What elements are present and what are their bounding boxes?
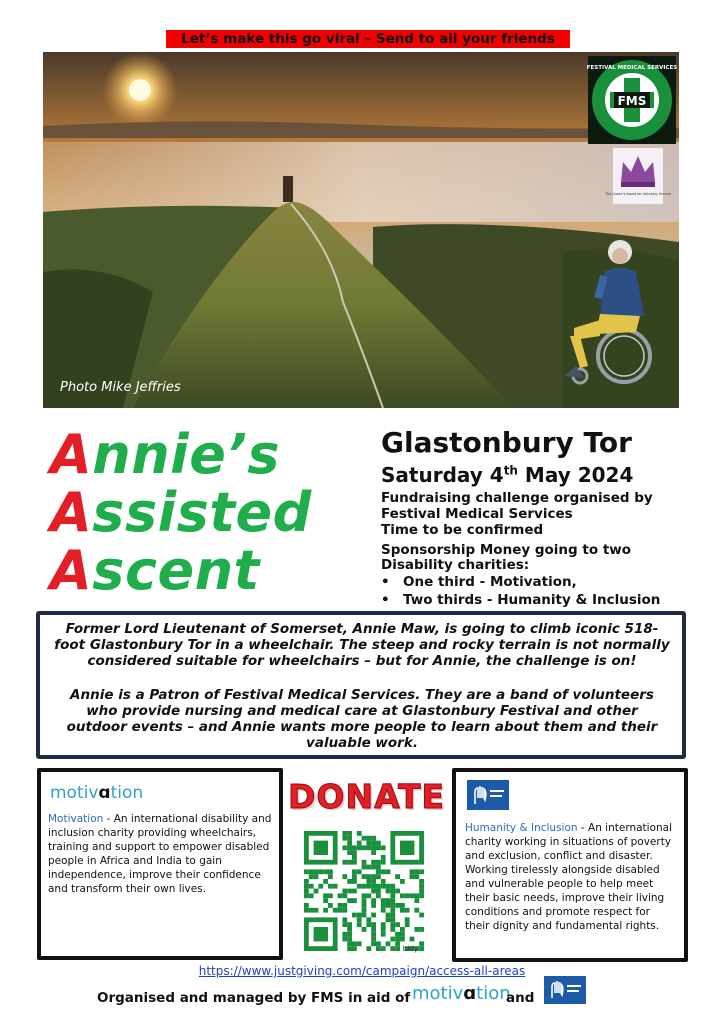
title-line-ascent: [50, 539, 260, 602]
humanity-inclusion-desc-text: - An international charity working in situations of poverty and exclusion, conflict and disaster. Working tirelessly alongside disabled and vulnerable people to help meet their basic needs, improve their living conditions and promote respect for their dignity and fundamental rights.: [465, 822, 673, 932]
story-paragraph-1: Former Lord Lieutenant of Somerset, Annie Maw, is going to climb iconic 518-foot Glastonbury Tor in a wheelchair. The steep and rocky terrain is not normally considered suitable for wheelchairs – but for Annie, the challenge is on!: [54, 621, 670, 669]
fundraising-line-1: Fundraising challenge organised by: [381, 490, 653, 506]
date-main: Saturday 4: [381, 463, 504, 487]
sponsorship-line-2: Disability charities:: [381, 557, 530, 573]
date-suffix: th: [503, 463, 518, 478]
footer-and-text: and: [506, 990, 535, 1006]
wheelchair-glyph-icon: ɑ: [98, 783, 111, 803]
qr-bitly-tag: bitly: [402, 945, 418, 953]
title-rest: nnie’s: [92, 423, 280, 486]
queens-award-text: The Queen’s Award for Voluntary Service: [605, 192, 671, 196]
queens-award-logo: [605, 148, 671, 204]
fms-logo-text: FMS: [617, 94, 647, 108]
time-tbc: Time to be confirmed: [381, 522, 544, 538]
footer-motivation-logo-b: tion: [476, 983, 511, 1004]
motivation-name: Motivation: [48, 813, 104, 825]
motivation-logo-a: motiv: [50, 783, 99, 803]
humanity-inclusion-description: [465, 821, 677, 933]
motivation-logo: [50, 783, 143, 803]
title-cap: A: [50, 423, 93, 486]
split-bullet-motivation: [381, 574, 577, 590]
title-rest: ssisted: [92, 481, 312, 544]
split-bullet-humanity: [381, 592, 660, 608]
story-paragraph-2: Annie is a Patron of Festival Medical Services. They are a band of volunteers who provide nursing and medical care at Glastonbury Festival and other outdoor events – and Annie wants more people to learn about them and their valuable work.: [66, 687, 658, 751]
humanity-inclusion-logo-icon: [467, 780, 509, 810]
sponsorship-line-1: Sponsorship Money going to two: [381, 542, 632, 558]
footer-motivation-logo: [412, 983, 511, 1004]
title-cap: A: [50, 481, 93, 544]
wheelchair-glyph-icon: ɑ: [463, 983, 477, 1004]
bullet-text: Two thirds - Humanity & Inclusion: [403, 592, 661, 608]
footer-humanity-inclusion-logo-icon: [544, 976, 586, 1004]
humanity-inclusion-name: Humanity & Inclusion: [465, 822, 578, 834]
footer-organised-text: Organised and managed by FMS in aid of: [97, 990, 411, 1006]
bullet-text: One third - Motivation,: [403, 574, 577, 590]
bullet-dot-icon: •: [381, 574, 390, 590]
motivation-description: [48, 812, 274, 896]
date-rest: May 2024: [517, 463, 634, 487]
annie-wheelchair-image: [540, 236, 660, 386]
title-line-assisted: [50, 481, 312, 544]
event-location: Glastonbury Tor: [381, 426, 632, 459]
footer-motivation-logo-a: motiv: [412, 983, 464, 1004]
motivation-desc-text: - An international disability and inclusion charity providing wheelchairs, training and support to empower disabled people in Africa and India to gain independence, improve their confidence and transform their own lives.: [48, 813, 272, 895]
donate-heading: DONATE: [288, 777, 446, 816]
bullet-dot-icon: •: [381, 592, 390, 608]
motivation-logo-b: tion: [110, 783, 144, 803]
fundraising-line-2: Festival Medical Services: [381, 506, 573, 522]
justgiving-link[interactable]: https://www.justgiving.com/campaign/access-all-areas: [198, 964, 526, 978]
title-rest: scent: [92, 539, 260, 602]
title-line-annies: [50, 423, 280, 486]
viral-banner: Let’s make this go viral – Send to all your friends: [166, 30, 570, 48]
donate-qr-code[interactable]: [300, 827, 428, 955]
title-cap: A: [50, 539, 93, 602]
photo-credit: Photo Mike Jeffries: [60, 380, 181, 395]
fms-logo: [588, 56, 676, 144]
event-date: [381, 463, 633, 487]
fms-ring-text: FESTIVAL MEDICAL SERVICES: [586, 65, 678, 71]
